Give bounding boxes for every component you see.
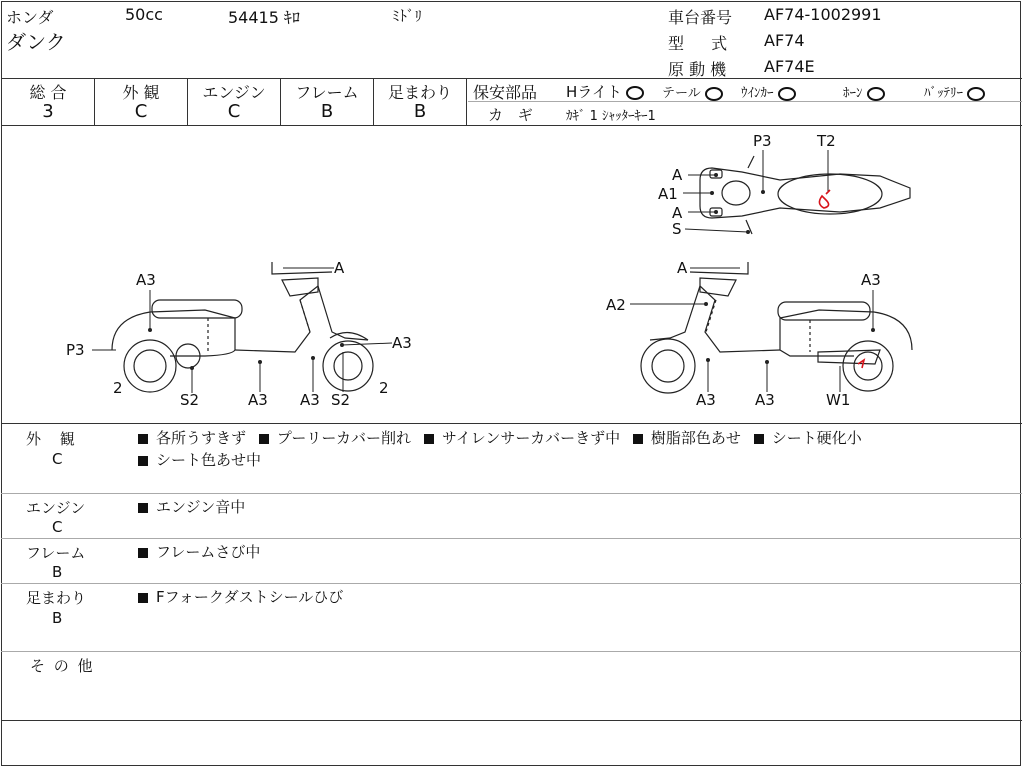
callout-s: S: [672, 220, 682, 238]
safety-item-battery: ﾊﾞｯﾃﾘｰ: [924, 82, 985, 101]
displacement: 50cc: [125, 5, 163, 24]
list-item: エンジン音中: [138, 498, 245, 516]
notes-frame-label: フレーム: [26, 544, 86, 562]
safety-item-winker: ｳｲﾝｶｰ: [741, 82, 796, 101]
divider: [1, 538, 1022, 539]
list-item: 各所うすきず: [138, 429, 246, 447]
notes-suspension-label: 足まわり: [26, 589, 87, 607]
callout-a: A: [334, 259, 345, 277]
rating-value-exterior: C: [134, 101, 148, 122]
callout-s2: S2: [180, 391, 200, 409]
callout-a3: A3: [248, 391, 268, 409]
callout-a: A: [677, 259, 688, 277]
notes-engine-label: エンジン: [26, 499, 86, 517]
list-item: Fフォークダストシールひび: [138, 588, 343, 606]
callout-t2: T2: [817, 132, 836, 150]
model-name: ダンク: [6, 30, 66, 54]
notes-suspension-list: [138, 586, 351, 608]
divider: [1, 493, 1022, 494]
rating-value-engine: C: [227, 101, 241, 122]
list-item: シート色あせ中: [138, 451, 261, 469]
safety-parts-label: 保安部品: [473, 83, 538, 102]
safety-item-horn: ﾎｰﾝ: [843, 82, 885, 101]
callout-leaders: [92, 150, 873, 393]
callout-w1: W1: [826, 391, 851, 409]
key-label: カ ギ: [488, 106, 533, 124]
divider: [1, 720, 1022, 721]
rating-value-suspension: B: [413, 101, 427, 122]
callout-a: A: [672, 204, 683, 222]
rating-label-frame: フレーム: [295, 83, 359, 102]
callout-a3: A3: [696, 391, 716, 409]
callout-2: 2: [113, 379, 123, 397]
rating-label-overall: 総 合: [29, 83, 67, 102]
rating-value-overall: 3: [42, 101, 54, 122]
safety-item-headlight: Hライト: [566, 81, 644, 102]
mileage: 54415 ｷﾛ: [228, 8, 300, 27]
callout-a3: A3: [755, 391, 775, 409]
notes-engine-grade: C: [52, 518, 63, 536]
callout-a3: A3: [861, 271, 881, 289]
callout-2: 2: [379, 379, 389, 397]
callout-a3: A3: [300, 391, 320, 409]
damage-marker-red: [819, 190, 830, 208]
type-value: AF74: [764, 31, 805, 50]
callout-p3: P3: [66, 341, 85, 359]
notes-exterior-list: [138, 427, 1018, 471]
scooter-top-view: [700, 156, 910, 234]
engine-model-label: 原 動 機: [668, 60, 727, 79]
frame-no-value: AF74-1002991: [764, 5, 882, 24]
divider: [1, 583, 1022, 584]
callout-s2: S2: [331, 391, 351, 409]
divider: [1, 651, 1022, 652]
notes-frame-list: [138, 541, 268, 563]
callout-p3: P3: [753, 132, 772, 150]
rating-label-exterior: 外 観: [122, 83, 160, 102]
callout-a3: A3: [136, 271, 156, 289]
callout-dots: [148, 173, 875, 370]
callout-a: A: [672, 166, 683, 184]
maker-name: ホンダ: [6, 8, 54, 27]
notes-exterior-grade: C: [52, 450, 63, 468]
engine-model-value: AF74E: [764, 57, 815, 76]
safety-item-taillight: テール: [662, 82, 723, 101]
notes-engine-list: [138, 496, 253, 518]
callout-a1: A1: [658, 185, 678, 203]
list-item: サイレンサーカバーきず中: [424, 429, 620, 447]
notes-frame-grade: B: [52, 563, 63, 581]
callout-a3: A3: [392, 334, 412, 352]
key-value: ｶｷﾞ 1 ｼｬｯﾀｰｷｰ1: [566, 109, 656, 124]
rating-label-engine: エンジン: [202, 83, 266, 102]
body-color: ﾐﾄﾞﾘ: [392, 7, 423, 25]
list-item: シート硬化小: [754, 429, 862, 447]
callout-a2: A2: [606, 296, 626, 314]
rating-value-frame: B: [320, 101, 334, 122]
notes-exterior-label: 外 観: [26, 430, 75, 448]
type-label: 型 式: [668, 34, 728, 53]
list-item: フレームさび中: [138, 543, 260, 561]
list-item: 樹脂部色あせ: [633, 429, 741, 447]
list-item: プーリーカバー削れ: [259, 429, 411, 447]
frame-no-label: 車台番号: [668, 8, 733, 27]
rating-label-suspension: 足まわり: [387, 83, 452, 102]
notes-other-label: そ の 他: [30, 657, 93, 675]
notes-suspension-grade: B: [52, 609, 63, 627]
